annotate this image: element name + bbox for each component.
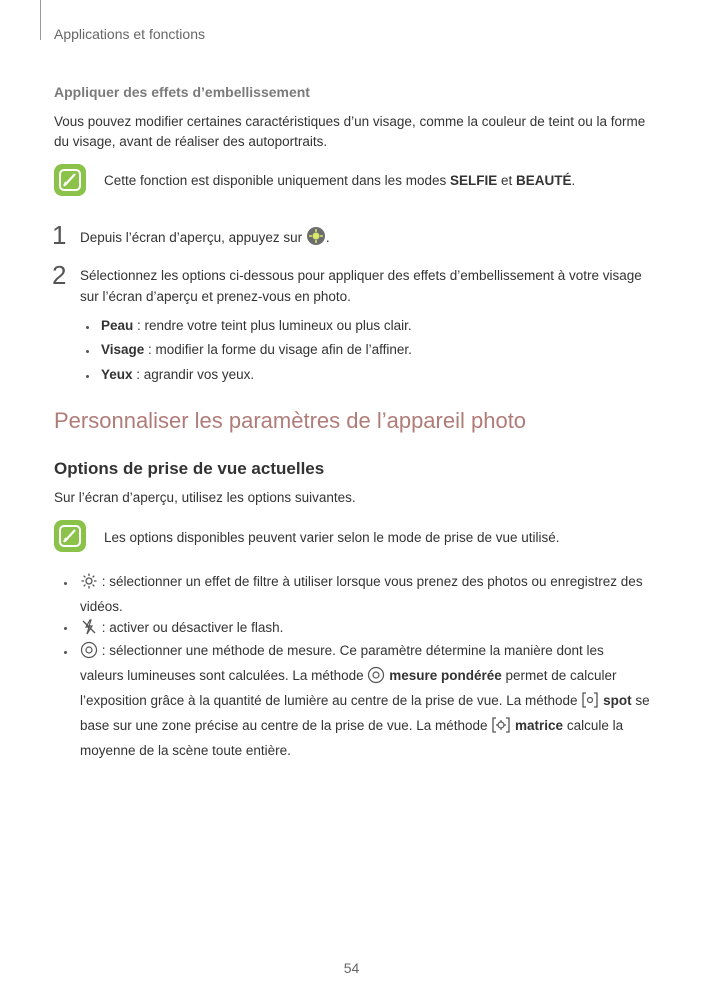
list-item: Visage : modifier la forme du visage afin de l’affiner. xyxy=(101,342,412,357)
list-item: Yeux : agrandir vos yeux. xyxy=(101,367,255,382)
center-weighted-icon xyxy=(80,641,98,665)
options-intro: Sur l’écran d’aperçu, utilisez les options suivantes. xyxy=(54,490,356,505)
note-icon xyxy=(54,164,86,196)
header-rule xyxy=(40,0,41,40)
step-text: Sélectionnez les options ci-dessous pour appliquer des effets d’embellissement à votre visage sur l’écran d’aperçu et prenez-vous en photo. xyxy=(80,268,642,304)
note-text: Les options disponibles peuvent varier selon le mode de prise de vue utilisé. xyxy=(104,530,560,545)
beauty-intro: Vous pouvez modifier certaines caractéristiques d’un visage, comme la couleur de teint ou la forme du visage, avant de réaliser des autoportraits. xyxy=(54,114,646,149)
step-text: Depuis l’écran d’aperçu, appuyez sur . xyxy=(80,226,650,252)
step-number: 1 xyxy=(52,220,67,250)
bullet-dot xyxy=(64,651,67,654)
spot-icon xyxy=(581,691,599,715)
bullet-dot xyxy=(64,627,67,630)
bullet-dot xyxy=(86,326,89,329)
list-item: : sélectionner un effet de filtre à utiliser lorsque vous prenez des photos ou enregistrez des vidéos. xyxy=(80,574,643,614)
list-item: : activer ou désactiver le flash. xyxy=(80,617,283,642)
list-item: Peau : rendre votre teint plus lumineux ou plus clair. xyxy=(101,318,412,333)
page-number: 54 xyxy=(343,960,360,976)
note-icon xyxy=(54,520,86,552)
beauty-icon xyxy=(306,226,326,252)
list-item: : sélectionner une méthode de mesure. Ce paramètre détermine la manière dont les valeurs lumineuses sont calculées. La méthode mesure pondérée permet de calculer l’exposition grâce à la quantité de lumière au centre de la prise de vue. La méthode spot se base sur une zone précise au centre de la prise de vue. La méthode matrice calcule la moyenne de la scène toute entière. xyxy=(80,643,650,758)
flash-off-icon xyxy=(80,618,98,642)
running-header: Applications et fonctions xyxy=(54,26,205,42)
filter-icon xyxy=(80,572,98,596)
section-title-camera-settings: Personnaliser les paramètres de l’appareil photo xyxy=(54,408,527,433)
step-number: 2 xyxy=(52,260,67,290)
matrix-icon xyxy=(491,716,511,740)
section-title-beauty: Appliquer des effets d’embellissement xyxy=(54,84,310,100)
bullet-dot xyxy=(86,375,89,378)
note-text: Cette fonction est disponible uniquement dans les modes SELFIE et BEAUTÉ. xyxy=(104,173,576,188)
bullet-dot xyxy=(64,582,67,585)
center-weighted-icon xyxy=(367,666,385,690)
bullet-dot xyxy=(86,350,89,353)
subsection-title: Options de prise de vue actuelles xyxy=(54,459,325,478)
